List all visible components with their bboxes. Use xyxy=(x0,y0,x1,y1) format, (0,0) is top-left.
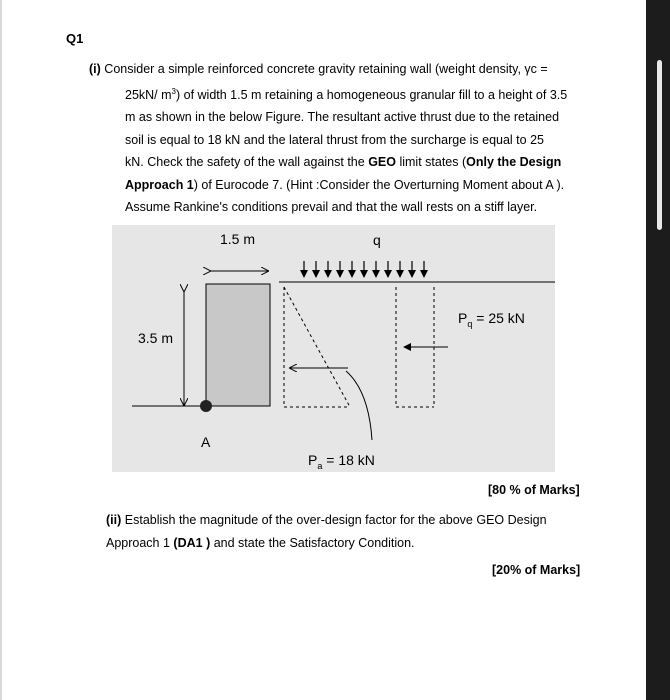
surcharge-thrust-label: $P_q = 25$ kN xyxy=(458,310,525,329)
point-a-label: A xyxy=(201,434,211,450)
part-i-marks: [80 % of Marks] xyxy=(488,483,580,497)
active-thrust-leader xyxy=(346,371,372,440)
part-ii-prefix: (ii) xyxy=(106,513,122,527)
viewer-scrollbar-thumb[interactable] xyxy=(657,60,662,230)
page-left-edge xyxy=(0,0,2,700)
width-label: 1.5 m xyxy=(220,231,256,247)
active-pressure-diagram xyxy=(284,287,350,407)
part-i-line-6: Approach 1) of Eurocode 7. (Hint :Consider the Overturning Moment about A ). xyxy=(125,177,565,192)
point-a-marker xyxy=(200,400,212,412)
part-i-text xyxy=(89,58,609,219)
part-ii-line-1: (ii) Establish the magnitude of the over-design factor for the above GEO Design xyxy=(106,513,547,527)
part-i-line-3: m as shown in the below Figure. The resultant active thrust due to the retained xyxy=(125,110,560,125)
question-number: Q1 xyxy=(66,31,84,46)
surcharge-arrows xyxy=(304,261,424,277)
retaining-wall-figure xyxy=(112,225,555,472)
part-i-prefix: (i) xyxy=(89,62,101,76)
retaining-wall xyxy=(206,284,270,406)
part-i-line-2: 25kN/ $m^3$) of width 1.5 m retaining a homogeneous granular fill to a height of 3.5 xyxy=(125,86,568,102)
retaining-wall-diagram xyxy=(112,225,555,472)
part-ii-line-2: Approach 1 (DA1 ) and state the Satisfactory Condition. xyxy=(106,536,415,550)
part-i-line-1: (i) Consider a simple reinforced concrete gravity retaining wall (weight density, γc = xyxy=(89,62,548,76)
part-ii-marks: [20% of Marks] xyxy=(492,563,581,577)
part-i-line-4: soil is equal to 18 kN and the lateral thrust from the surcharge is equal to 25 xyxy=(125,132,544,147)
part-i-line-5: kN. Check the safety of the wall against the GEO limit states (Only the Design xyxy=(125,155,562,170)
part-i-line-7: Assume Rankine's conditions prevail and that the wall rests on a stiff layer. xyxy=(125,200,538,215)
surcharge-label: q xyxy=(373,232,381,248)
height-label: 3.5 m xyxy=(138,330,174,346)
active-thrust-label: $P_a = 18$ kN xyxy=(308,452,375,471)
part-ii-text xyxy=(106,509,606,555)
